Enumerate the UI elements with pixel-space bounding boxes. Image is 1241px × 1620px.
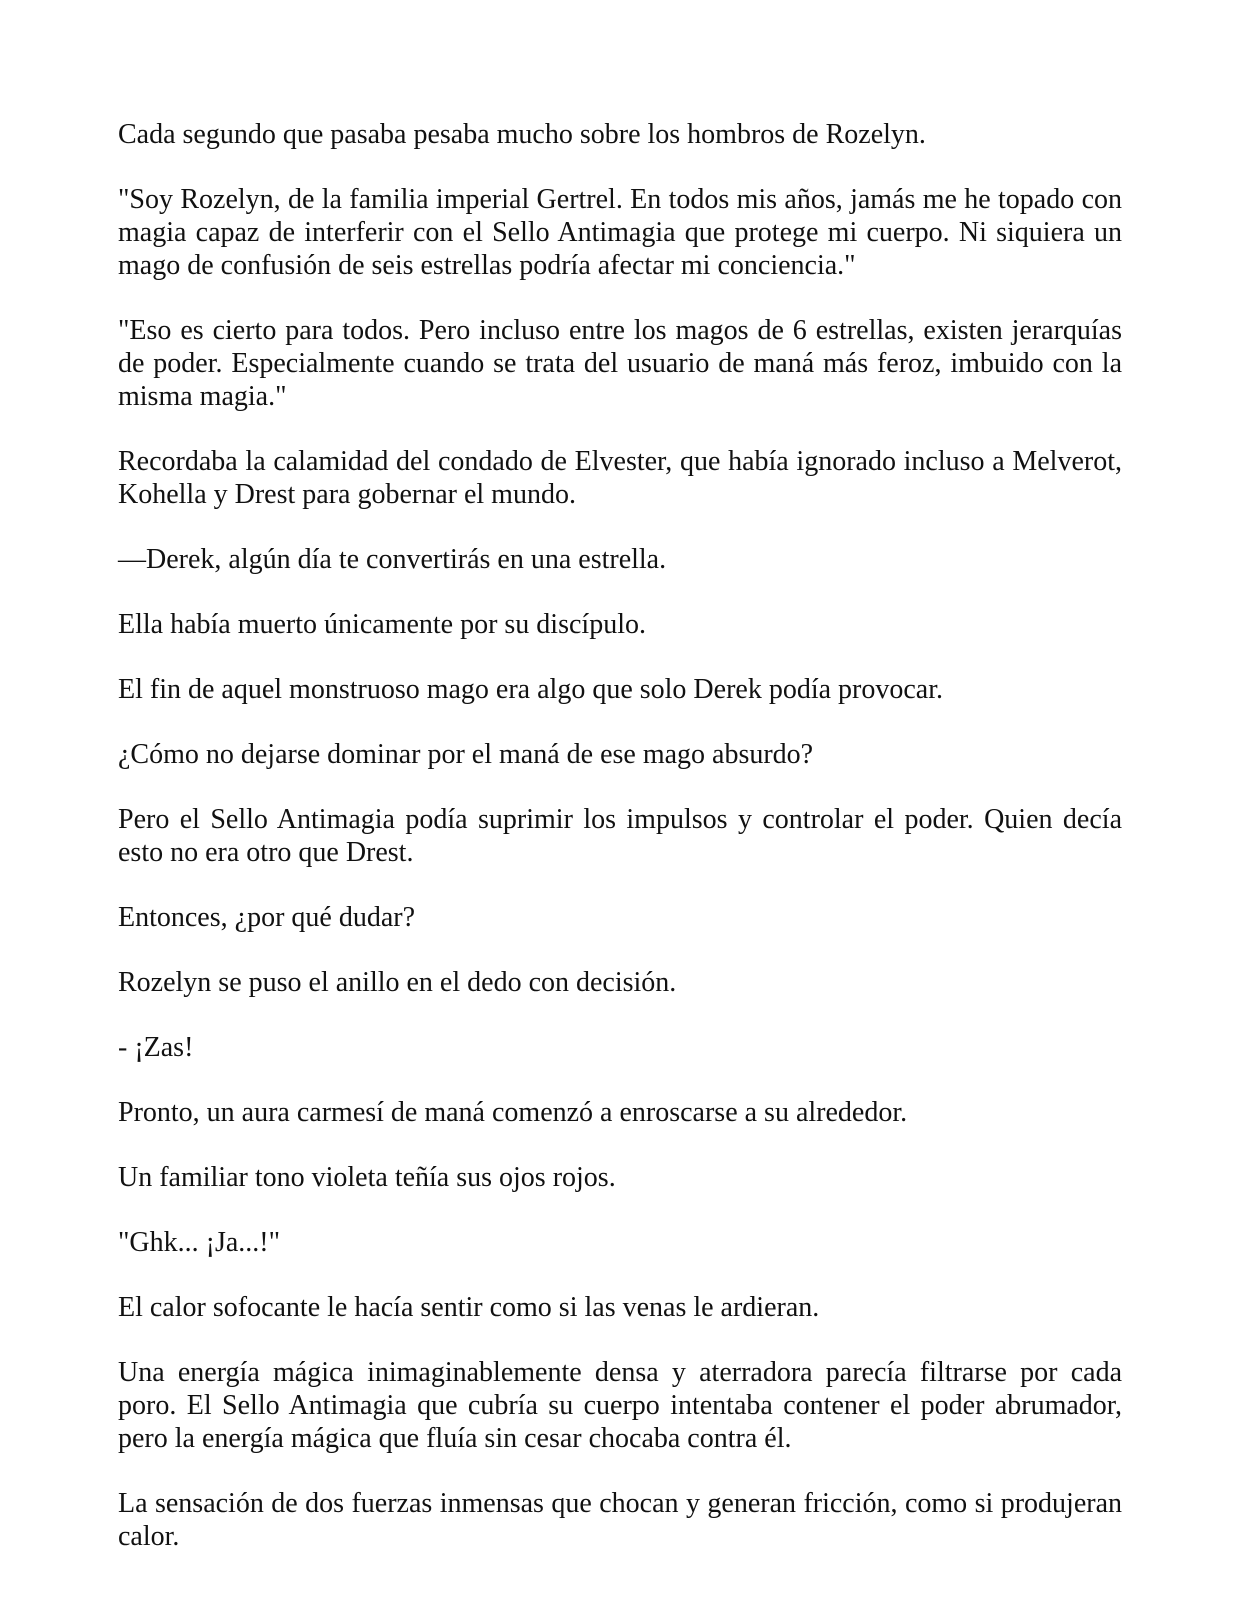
paragraph: Pronto, un aura carmesí de maná comenzó a enroscarse a su alrededor.: [118, 1097, 908, 1128]
paragraph: El fin de aquel monstruoso mago era algo que solo Derek podía provocar.: [118, 674, 943, 705]
paragraph: ¿Cómo no dejarse dominar por el maná de ese mago absurdo?: [118, 739, 814, 770]
paragraph: Rozelyn se puso el anillo en el dedo con decisión.: [118, 967, 677, 998]
paragraph: Ella había muerto únicamente por su discípulo.: [118, 609, 646, 640]
paragraph: "Ghk... ¡Ja...!": [118, 1227, 281, 1258]
paragraph: Cada segundo que pasaba pesaba mucho sobre los hombros de Rozelyn.: [118, 119, 926, 150]
paragraph: —Derek, algún día te convertirás en una estrella.: [118, 544, 667, 575]
paragraph: "Soy Rozelyn, de la familia imperial Gertrel. En todos mis años, jamás me he topado con magia capaz de interferir con el Sello Antimagia que protege mi cuerpo. Ni siquiera un mago de confusión de seis estrellas podría afectar mi conciencia.": [118, 184, 1122, 281]
paragraph: Entonces, ¿por qué dudar?: [118, 902, 415, 933]
paragraph: El calor sofocante le hacía sentir como si las venas le ardieran.: [118, 1292, 820, 1323]
paragraph: Pero el Sello Antimagia podía suprimir los impulsos y controlar el poder. Quien decía esto no era otro que Drest.: [118, 804, 1122, 868]
paragraph: Una energía mágica inimaginablemente densa y aterradora parecía filtrarse por cada poro. El Sello Antimagia que cubría su cuerpo intentaba contener el poder abrumador, pero la energía mágica que fluía sin cesar chocaba contra él.: [118, 1357, 1122, 1454]
paragraph: La sensación de dos fuerzas inmensas que chocan y generan fricción, como si produjeran calor.: [118, 1488, 1122, 1552]
paragraph: Un familiar tono violeta teñía sus ojos rojos.: [118, 1162, 616, 1193]
paragraph: - ¡Zas!: [118, 1032, 194, 1063]
paragraph: Recordaba la calamidad del condado de Elvester, que había ignorado incluso a Melverot, Kohella y Drest para gobernar el mundo.: [118, 446, 1122, 510]
paragraph: "Eso es cierto para todos. Pero incluso entre los magos de 6 estrellas, existen jerarquías de poder. Especialmente cuando se trata del usuario de maná más feroz, imbuido con la misma magia.": [118, 315, 1122, 412]
document-page: [118, 118, 1122, 1585]
